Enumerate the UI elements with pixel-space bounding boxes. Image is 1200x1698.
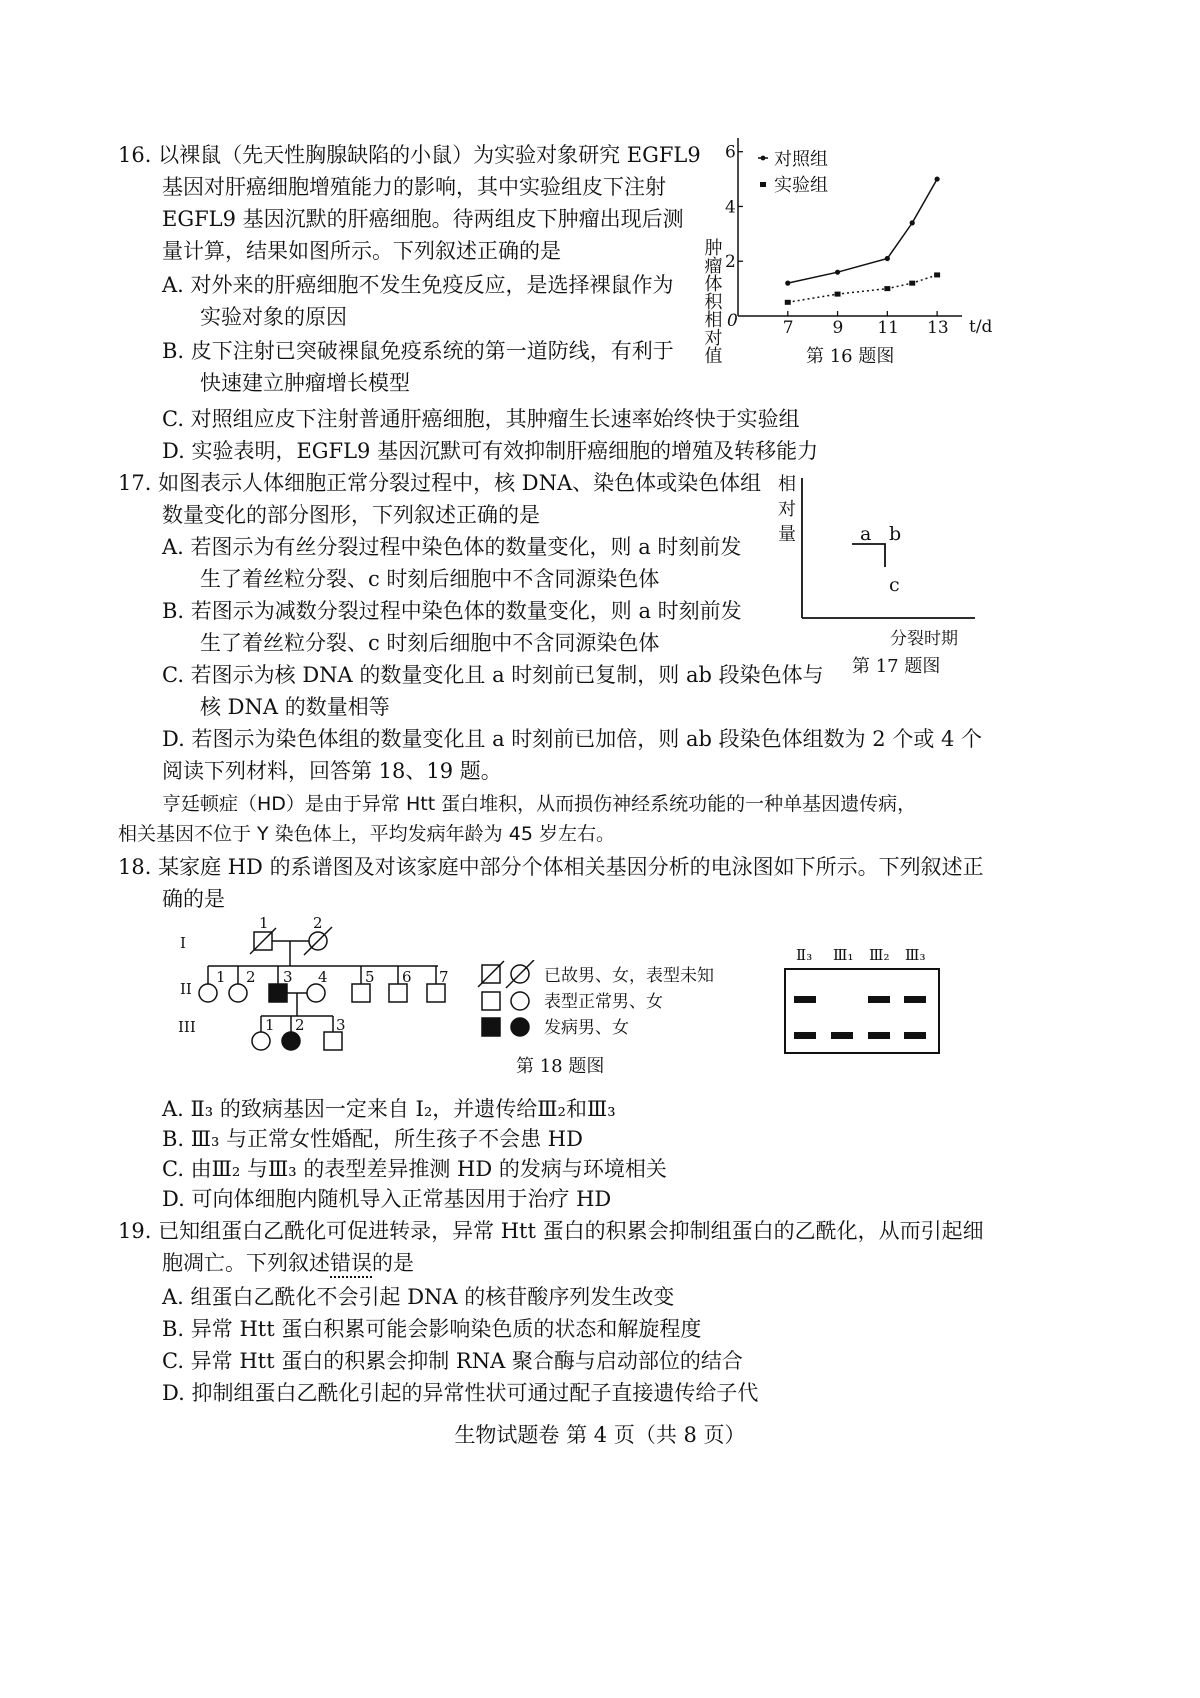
x-tick-label: 13 [927,318,949,338]
q16-option-a-cont: 实验对象的原因 [200,305,347,329]
q18-option-a: A. Ⅱ₃ 的致病基因一定来自 I₂，并遗传给Ⅲ₂和Ⅲ₃ [162,1097,616,1121]
q17-curve [852,544,885,567]
ii7-number: 7 [439,968,449,986]
q17-stem-2: 数量变化的部分图形，下列叙述正确的是 [162,503,540,527]
gel-band-ii3-lower [794,1032,816,1039]
x-tick-label: 7 [782,318,794,338]
reading-material-2: 相关基因不位于 Y 染色体上，平均发病年龄为 45 岁左右。 [118,823,615,845]
chart-axes [738,138,962,316]
legend-affected-label: 发病男、女 [544,1018,629,1038]
q16-option-c: C. 对照组应皮下注射普通肝癌细胞，其肿瘤生长速率始终快于实验组 [162,407,800,431]
legend-marker-experiment [760,182,766,187]
gel-frame [785,969,939,1053]
q18-option-c: C. 由Ⅲ₂ 与Ⅲ₃ 的表型差异推测 HD 的发病与环境相关 [162,1157,667,1181]
ii3-number: 3 [283,968,293,986]
ii4-female-normal [307,984,325,1002]
reading-intro: 阅读下列材料，回答第 18、19 题。 [162,759,502,783]
q16-option-b-cont: 快速建立肿瘤增长模型 [200,371,410,395]
q17-ylabel-3: 量 [778,524,796,545]
ii1-number: 1 [216,968,226,986]
data-point-control [935,176,940,181]
q16-chart [700,128,1000,378]
chart-ticks [725,143,949,338]
data-point-control [785,281,790,286]
q19-stem-1: 19. 已知组蛋白乙酰化可促进转录，异常 Htt 蛋白的积累会抑制组蛋白的乙酰化，从而引起细 [118,1219,984,1243]
legend-affected-male-icon [482,1018,500,1036]
q19-option-b: B. 异常 Htt 蛋白积累可能会影响染色质的状态和解旋程度 [162,1317,702,1341]
data-point-control [910,220,915,225]
data-point-control [885,256,890,261]
i1-number: 1 [259,914,269,932]
gel-band-iii1-lower [831,1032,853,1039]
q17-option-d: D. 若图示为染色体组的数量变化且 a 时刻前已加倍，则 ab 段染色体组数为 2 个或 4 个 [162,727,983,751]
legend-deceased-label: 已故男、女，表型未知 [544,966,714,986]
q17-option-b-cont: 生了着丝粒分裂、c 时刻后细胞中不含同源染色体 [200,631,660,655]
chart-origin-label: 0 [727,311,738,331]
q19-option-c: C. 异常 Htt 蛋白的积累会抑制 RNA 聚合酶与启动部位的结合 [162,1349,743,1373]
q18-caption: 第 18 题图 [516,1056,605,1077]
legend-marker-control [761,156,766,161]
iii3-number: 3 [336,1016,346,1034]
gen-label-iii: III [178,1018,196,1036]
iii1-number: 1 [265,1016,275,1034]
q17-option-c-cont: 核 DNA 的数量相等 [200,695,390,719]
y-tick-label: 2 [725,252,736,273]
q17-xlabel: 分裂时期 [890,629,958,649]
iii2-female-affected [282,1032,300,1050]
data-point-experiment [785,300,791,305]
q18-pedigree [170,912,470,1062]
q17-option-b: B. 若图示为减数分裂过程中染色体的数量变化，则 a 时刻前发 [162,599,742,623]
i2-number: 2 [313,914,323,932]
legend-affected-female-icon [511,1018,529,1036]
x-tick-label: 11 [877,318,899,338]
q16-stem-1: 16. 以裸鼠（先天性胸腺缺陷的小鼠）为实验对象研究 EGFL9 [118,143,701,167]
iii2-number: 2 [295,1016,305,1034]
legend-label-control: 对照组 [774,149,828,170]
gel-band-ii3-upper [794,996,816,1003]
legend-normal-male-icon [482,992,500,1010]
q17-ylabel-2: 对 [778,499,796,520]
q16-option-d: D. 实验表明，EGFL9 基因沉默可有效抑制肝癌细胞的增殖及转移能力 [162,439,819,463]
gen-label-i: I [180,934,186,952]
ii6-male-normal [389,984,407,1002]
q18-option-b: B. Ⅲ₃ 与正常女性婚配，所生孩子不会患 HD [162,1127,583,1151]
q17-option-a-cont: 生了着丝粒分裂、c 时刻后细胞中不含同源染色体 [200,567,660,591]
gel-label-iii1: Ⅲ₁ [833,946,854,964]
gel-label-ii3: Ⅱ₃ [796,946,813,964]
chart-legend [758,149,828,196]
ii6-number: 6 [402,968,412,986]
data-point-control [835,270,840,275]
q19-option-a: A. 组蛋白乙酰化不会引起 DNA 的核苷酸序列发生改变 [162,1285,675,1309]
q17-option-c: C. 若图示为核 DNA 的数量变化且 a 时刻前已复制，则 ab 段染色体与 [162,663,824,687]
q18-pedigree-legend [476,960,736,1046]
reading-material-1: 亨廷顿症（HD）是由于异常 Htt 蛋白堆积，从而损伤神经系统功能的一种单基因遗传病， [162,793,917,815]
q17-ylabel-1: 相 [778,474,796,495]
series-line-experiment [788,275,937,302]
q16-caption: 第 16 题图 [806,346,895,367]
q18-gel [784,968,944,1056]
q16-stem-3: EGFL9 基因沉默的肝癌细胞。待两组皮下肿瘤出现后测 [162,207,684,231]
q19-stem-2 [162,1248,414,1278]
ii5-number: 5 [365,968,375,986]
q16-option-a: A. 对外来的肝癌细胞不发生免疫反应，是选择裸鼠作为 [162,273,674,297]
gel-band-iii3-lower [904,1032,926,1039]
chart-ylabel: 肿瘤体积相对值 [701,238,723,364]
chart-xlabel: t/d [969,317,993,337]
ii1-female-normal [199,984,217,1002]
y-tick-label: 6 [725,142,736,163]
gel-band-iii3-upper [904,996,926,1003]
gel-label-iii2: Ⅲ₂ [869,946,890,964]
q19-stem-2-post: 的是 [372,1251,414,1275]
q16-stem-2: 基因对肝癌细胞增殖能力的影响，其中实验组皮下注射 [162,175,666,199]
gel-band-iii2-upper [868,996,890,1003]
ii4-number: 4 [318,968,328,986]
gen-label-ii: II [180,980,192,998]
ii2-female-normal [229,984,247,1002]
q17-label-b: b [889,523,902,545]
q17-label-c: c [889,574,900,596]
q16-stem-4: 量计算，结果如图所示。下列叙述正确的是 [162,239,561,263]
ii2-number: 2 [246,968,256,986]
q19-stem-emphasis: 错误 [330,1251,372,1275]
q17-stem-1: 17. 如图表示人体细胞正常分裂过程中，核 DNA、染色体或染色体组 [118,471,762,495]
x-tick-label: 9 [832,318,844,338]
data-point-experiment [884,286,890,291]
page-footer: 生物试题卷 第 4 页（共 8 页） [454,1423,746,1447]
gel-band-iii2-lower [868,1032,890,1039]
legend-normal-label: 表型正常男、女 [544,992,663,1012]
data-point-experiment [934,272,940,277]
q19-option-d: D. 抑制组蛋白乙酰化引起的异常性状可通过配子直接遗传给子代 [162,1381,759,1405]
legend-deceased-female-slash [506,960,534,988]
q17-label-a: a [860,523,872,545]
legend-normal-female-icon [511,992,529,1010]
ii3-male-affected [269,984,287,1002]
gel-label-iii3: Ⅲ₃ [905,946,926,964]
ii5-male-normal [352,984,370,1002]
legend-label-experiment: 实验组 [774,175,828,196]
q17-figure [770,470,990,660]
y-tick-label: 4 [725,197,736,218]
iii3-male-normal [324,1032,342,1050]
q18-option-d: D. 可向体细胞内随机导入正常基因用于治疗 HD [162,1187,612,1211]
ii7-male-normal [427,984,445,1002]
q17-option-a: A. 若图示为有丝分裂过程中染色体的数量变化，则 a 时刻前发 [162,535,742,559]
data-point-experiment [909,281,915,286]
iii1-female-normal [252,1032,270,1050]
q18-stem-2: 确的是 [162,887,225,911]
q17-caption: 第 17 题图 [852,656,941,677]
q18-stem-1: 18. 某家庭 HD 的系谱图及对该家庭中部分个体相关基因分析的电泳图如下所示。下列叙述正 [118,855,984,879]
q16-option-b: B. 皮下注射已突破裸鼠免疫系统的第一道防线，有利于 [162,339,674,363]
q19-stem-2-pre: 胞凋亡。下列叙述 [162,1251,330,1275]
data-point-experiment [835,292,841,297]
